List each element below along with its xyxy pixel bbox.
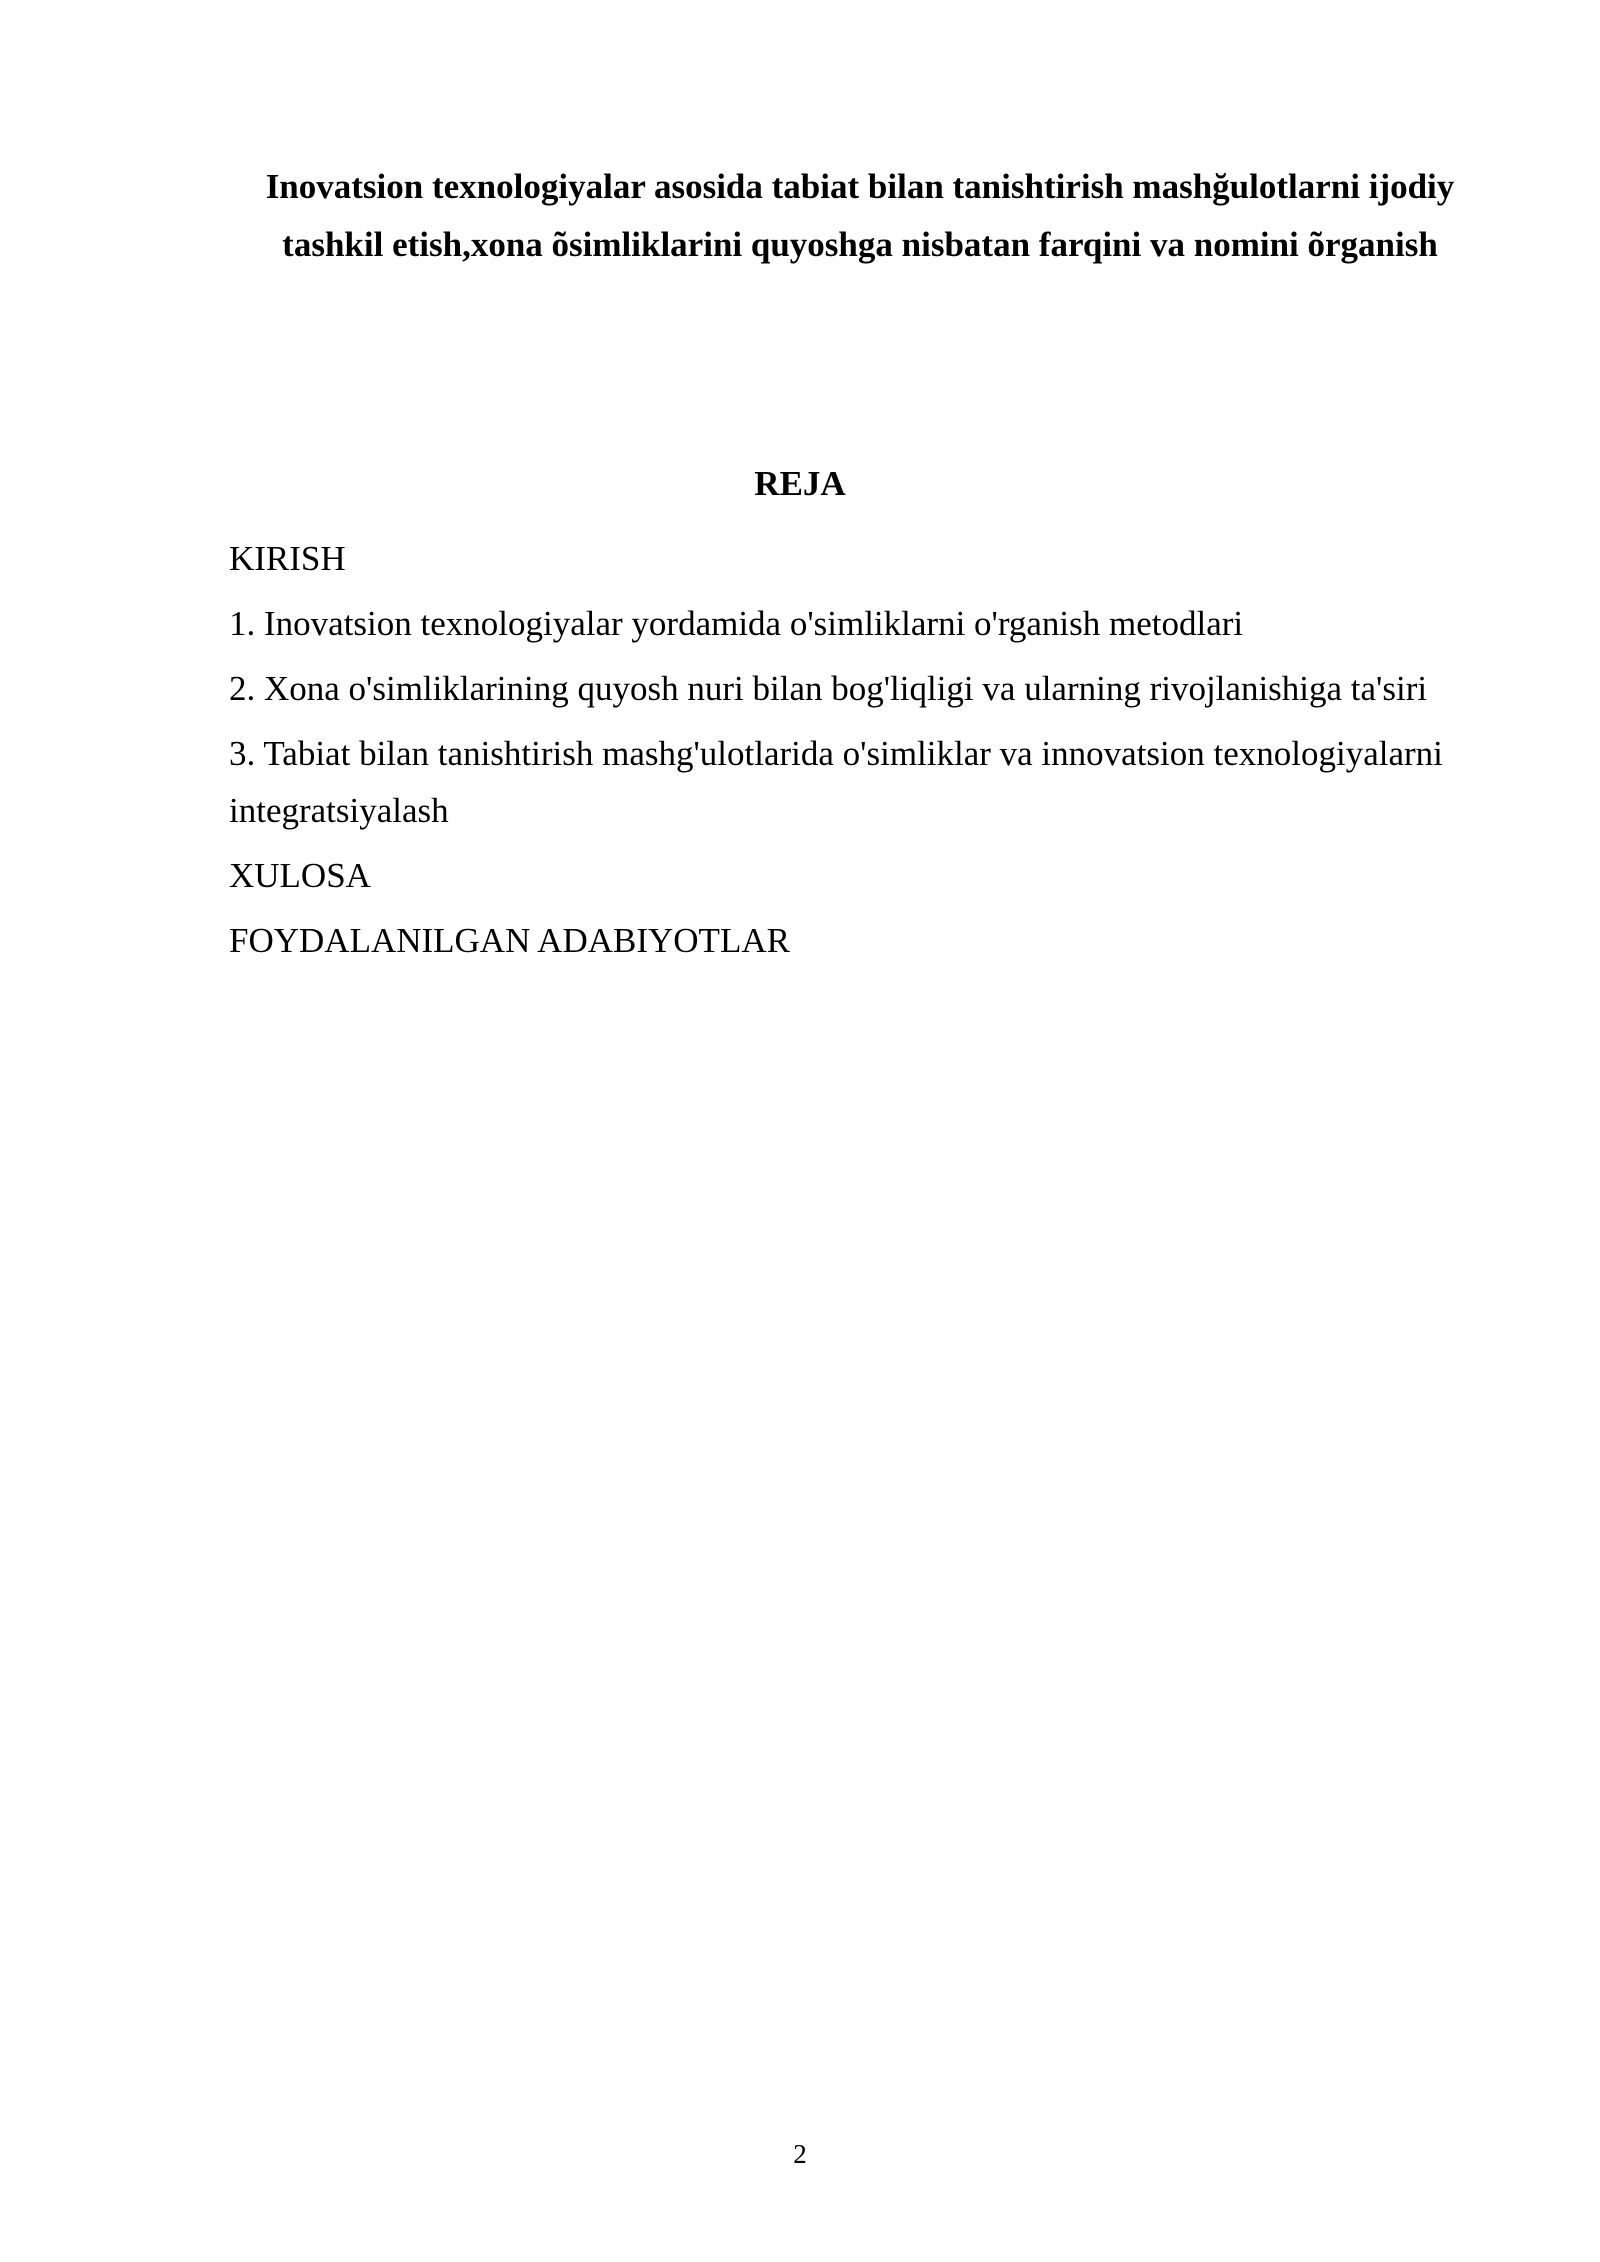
plan-item-2: 2. Xona o'simliklarining quyosh nuri bilan bog'liqligi va ularning rivojlanishiga ta'siri: [229, 669, 1428, 708]
plan-item-conclusion: XULOSA: [229, 856, 371, 895]
document-title: Inovatsion texnologiyalar asosida tabiat bilan tanishtirish mashğulotlarni ijodiy tashkil etish,xona õsimliklarini quyoshga nisbatan farqini va nomini õrganish: [265, 167, 1455, 264]
plan-heading: REJA: [754, 464, 846, 503]
plan-item-introduction: KIRISH: [229, 539, 346, 578]
plan-list: [229, 530, 1459, 977]
page-number: 2: [793, 2139, 807, 2169]
plan-item-3: 3. Tabiat bilan tanishtirish mashg'ulotlarida o'simliklar va innovatsion texnologiyalarni integratsiyalash: [229, 734, 1443, 830]
plan-item-1: 1. Inovatsion texnologiyalar yordamida o'simliklarni o'rganish metodlari: [229, 604, 1244, 643]
plan-item-references: FOYDALANILGAN ADABIYOTLAR: [229, 921, 790, 960]
